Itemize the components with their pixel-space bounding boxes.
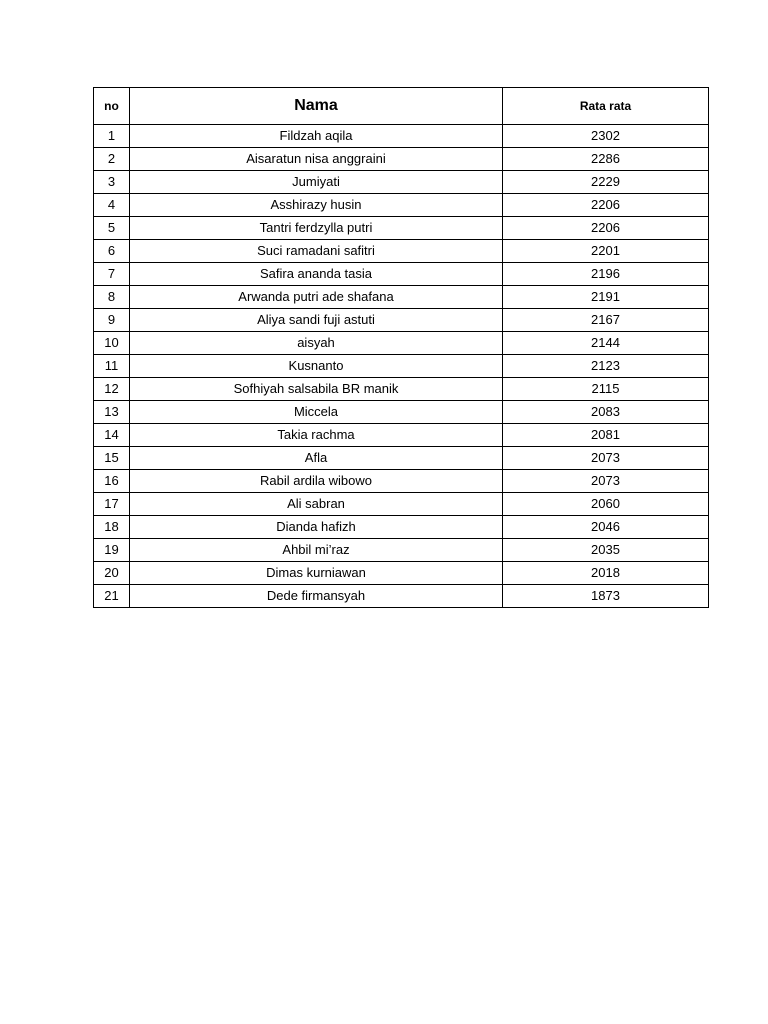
cell-rata-rata: 2144 xyxy=(503,332,709,355)
cell-nama: Fildzah aqila xyxy=(130,125,503,148)
cell-nama: aisyah xyxy=(130,332,503,355)
table-row xyxy=(94,470,709,493)
cell-no: 17 xyxy=(94,493,130,516)
cell-no: 7 xyxy=(94,263,130,286)
cell-no: 12 xyxy=(94,378,130,401)
cell-no: 13 xyxy=(94,401,130,424)
table-row xyxy=(94,125,709,148)
cell-nama: Miccela xyxy=(130,401,503,424)
cell-nama: Ahbil mi’raz xyxy=(130,539,503,562)
cell-nama: Dimas kurniawan xyxy=(130,562,503,585)
cell-nama: Safira ananda tasia xyxy=(130,263,503,286)
cell-rata-rata: 2115 xyxy=(503,378,709,401)
cell-no: 4 xyxy=(94,194,130,217)
table-row xyxy=(94,424,709,447)
table-row xyxy=(94,539,709,562)
cell-nama: Dianda hafizh xyxy=(130,516,503,539)
cell-no: 1 xyxy=(94,125,130,148)
table-header xyxy=(94,88,709,125)
cell-no: 9 xyxy=(94,309,130,332)
table-row xyxy=(94,378,709,401)
cell-rata-rata: 2302 xyxy=(503,125,709,148)
cell-no: 10 xyxy=(94,332,130,355)
cell-rata-rata: 2286 xyxy=(503,148,709,171)
cell-nama: Arwanda putri ade shafana xyxy=(130,286,503,309)
cell-nama: Sofhiyah salsabila BR manik xyxy=(130,378,503,401)
table-row xyxy=(94,148,709,171)
cell-no: 5 xyxy=(94,217,130,240)
cell-nama: Dede firmansyah xyxy=(130,585,503,608)
cell-rata-rata: 2073 xyxy=(503,447,709,470)
cell-rata-rata: 2083 xyxy=(503,401,709,424)
cell-rata-rata: 2229 xyxy=(503,171,709,194)
cell-rata-rata: 2123 xyxy=(503,355,709,378)
cell-no: 18 xyxy=(94,516,130,539)
cell-no: 16 xyxy=(94,470,130,493)
table-row xyxy=(94,217,709,240)
cell-no: 19 xyxy=(94,539,130,562)
cell-no: 20 xyxy=(94,562,130,585)
table-row xyxy=(94,309,709,332)
cell-rata-rata: 2046 xyxy=(503,516,709,539)
cell-rata-rata: 2196 xyxy=(503,263,709,286)
table-row xyxy=(94,585,709,608)
cell-rata-rata: 2081 xyxy=(503,424,709,447)
cell-nama: Tantri ferdzylla putri xyxy=(130,217,503,240)
cell-rata-rata: 2073 xyxy=(503,470,709,493)
cell-nama: Rabil ardila wibowo xyxy=(130,470,503,493)
cell-nama: Afla xyxy=(130,447,503,470)
cell-no: 6 xyxy=(94,240,130,263)
cell-no: 15 xyxy=(94,447,130,470)
cell-nama: Takia rachma xyxy=(130,424,503,447)
table-row xyxy=(94,516,709,539)
table-body xyxy=(94,125,709,608)
table-row xyxy=(94,401,709,424)
cell-nama: Aliya sandi fuji astuti xyxy=(130,309,503,332)
table-row xyxy=(94,171,709,194)
cell-nama: Kusnanto xyxy=(130,355,503,378)
cell-rata-rata: 2018 xyxy=(503,562,709,585)
cell-rata-rata: 2206 xyxy=(503,194,709,217)
cell-nama: Jumiyati xyxy=(130,171,503,194)
cell-no: 8 xyxy=(94,286,130,309)
cell-rata-rata: 1873 xyxy=(503,585,709,608)
header-nama: Nama xyxy=(130,88,503,125)
table-row xyxy=(94,493,709,516)
table-row xyxy=(94,240,709,263)
cell-no: 3 xyxy=(94,171,130,194)
cell-nama: Aisaratun nisa anggraini xyxy=(130,148,503,171)
cell-nama: Suci ramadani safitri xyxy=(130,240,503,263)
cell-rata-rata: 2191 xyxy=(503,286,709,309)
cell-rata-rata: 2035 xyxy=(503,539,709,562)
table-row xyxy=(94,355,709,378)
cell-no: 2 xyxy=(94,148,130,171)
cell-no: 21 xyxy=(94,585,130,608)
header-rata-rata: Rata rata xyxy=(503,88,709,125)
cell-no: 11 xyxy=(94,355,130,378)
cell-no: 14 xyxy=(94,424,130,447)
table-row xyxy=(94,562,709,585)
header-no: no xyxy=(94,88,130,125)
table-row xyxy=(94,447,709,470)
cell-nama: Asshirazy husin xyxy=(130,194,503,217)
cell-rata-rata: 2201 xyxy=(503,240,709,263)
table-row xyxy=(94,286,709,309)
table-row xyxy=(94,194,709,217)
cell-rata-rata: 2206 xyxy=(503,217,709,240)
table-row xyxy=(94,263,709,286)
header-row xyxy=(94,88,709,125)
score-table xyxy=(93,87,709,608)
cell-rata-rata: 2167 xyxy=(503,309,709,332)
cell-nama: Ali sabran xyxy=(130,493,503,516)
cell-rata-rata: 2060 xyxy=(503,493,709,516)
table-row xyxy=(94,332,709,355)
